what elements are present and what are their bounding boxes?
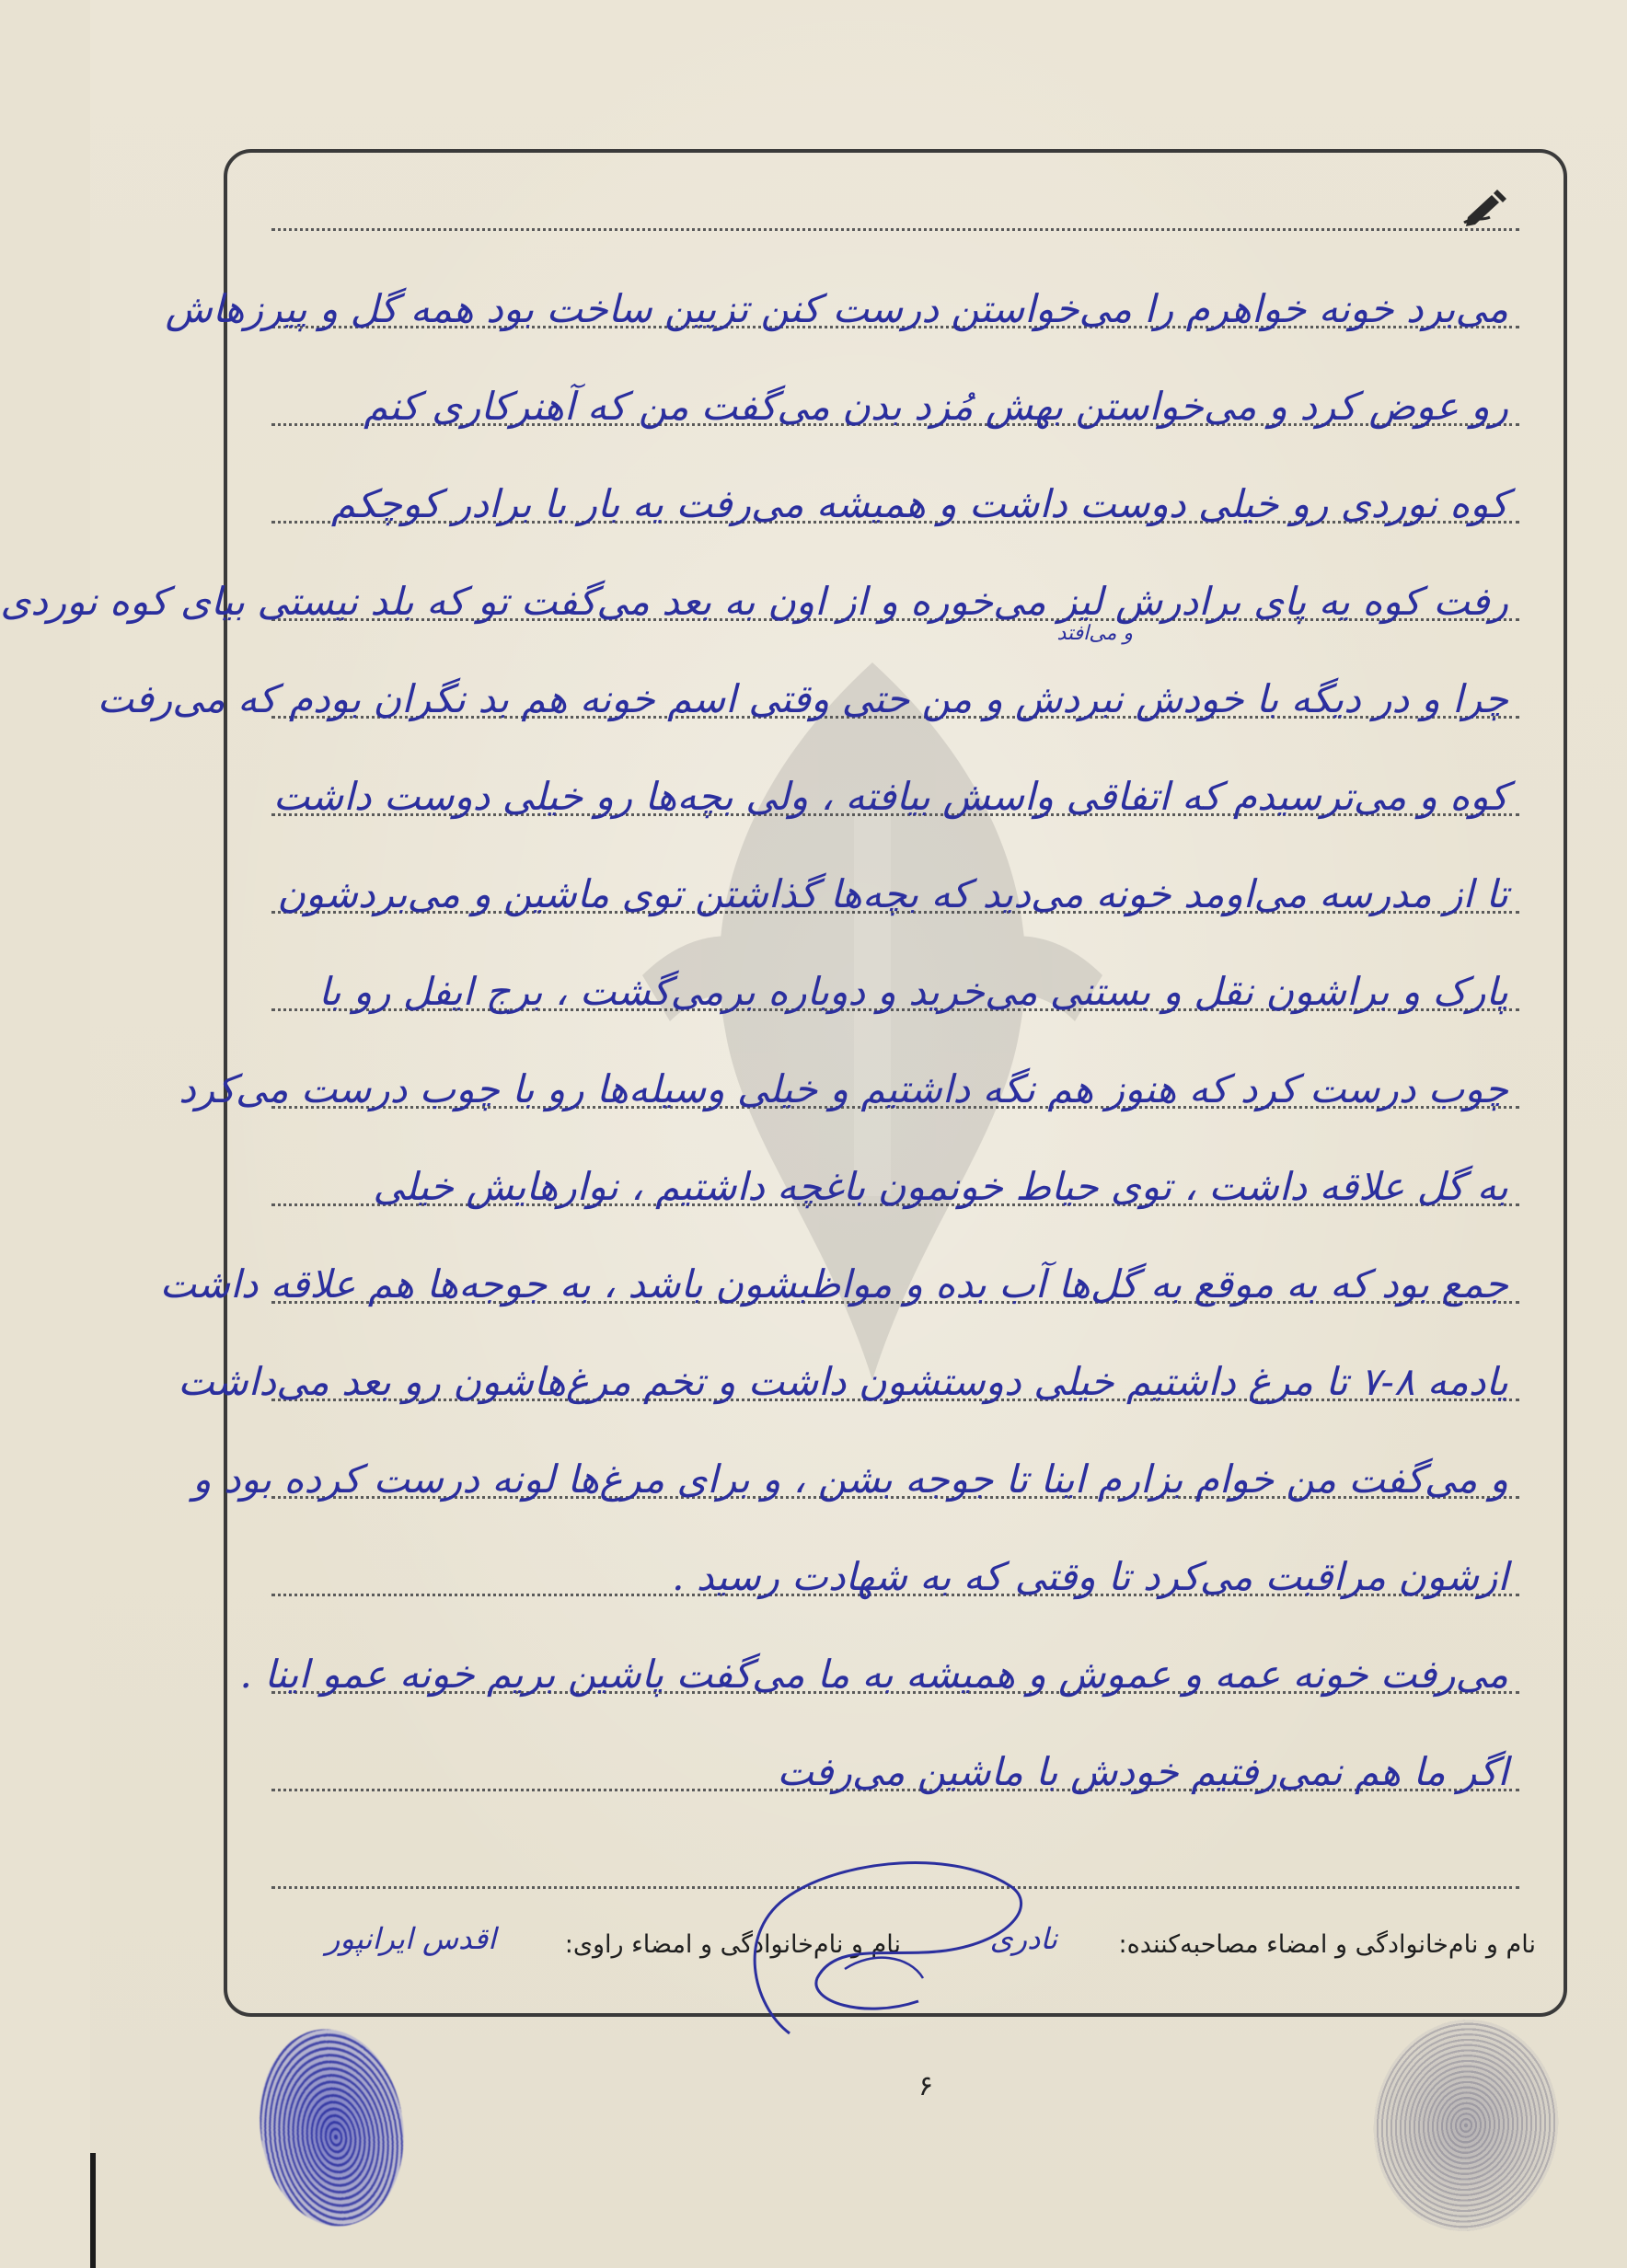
handwritten-line: تا از مدرسه می‌اومد خونه می‌دید که بچه‌ها گذاشتن توی ماشین و می‌بردشون (277, 871, 1508, 916)
signature-scribble (734, 1849, 1038, 2043)
handwritten-line: به گل علاقه داشت ، توی حیاط خونمون باغچه داشتیم ، نوارهایش خیلی (373, 1164, 1508, 1209)
interviewer-signature: نادری (989, 1921, 1057, 1956)
ruled-frame (0, 149, 1567, 2017)
handwritten-line: یادمه ۸-۷ تا مرغ داشتیم خیلی دوستشون داشت و تخم مرغ‌هاشون رو بعد می‌داشت (178, 1359, 1508, 1404)
handwritten-line: می‌رفت خونه عمه و عموش و همیشه به ما می‌گفت پاشین بریم خونه عمو اینا . (239, 1652, 1508, 1697)
handwritten-line: و می‌گفت من خوام بزارم اینا تا جوجه بشن ، و برای مرغ‌ها لونه درست کرده بود و (192, 1456, 1508, 1502)
handwritten-line: رو عوض کرد و می‌خواستن بهش مُزد بدن می‌گفت من که آهنرکاری کنم (363, 384, 1508, 429)
handwritten-line: چرا و در دیگه با خودش نبردش و من حتی وقتی اسم خونه هم بد نگران بودم که می‌رفت (97, 676, 1508, 721)
handwritten-line: کوه نوردی رو خیلی دوست داشت و همیشه می‌رفت یه بار با برادر کوچکم (330, 481, 1508, 526)
ruled-line (271, 228, 1519, 231)
interviewer-label: نام و نام‌خانوادگی و امضاء مصاحبه‌کننده: (1118, 1930, 1536, 1959)
handwritten-line: اگر ما هم نمی‌رفتیم خودش با ماشین می‌رفت (777, 1749, 1508, 1794)
ruled-lines (0, 153, 1519, 2013)
narrator-signature: اقدس ایرانپور (325, 1921, 496, 1956)
handwritten-line: رفت کوه یه پای برادرش لیز می‌خوره و از اون به بعد می‌گفت تو که بلد نیستی بیای کوه نوردی (0, 579, 1508, 624)
page-number: ۶ (918, 2070, 934, 2102)
handwritten-line: ازشون مراقبت می‌کرد تا وقتی که به شهادت رسید . (672, 1554, 1508, 1599)
handwritten-line: جمع بود که به موقع به گل‌ها آب بده و مواظبشون باشد ، به جوجه‌ها هم علاقه داشت (159, 1261, 1508, 1307)
handwritten-note: و می‌افتد (1056, 622, 1133, 645)
handwritten-line: کوه و می‌ترسیدم که اتفاقی واسش بیافته ، ولی بچه‌ها رو خیلی دوست داشت (272, 774, 1508, 819)
narrator-label: نام و نام‌خانوادگی و امضاء راوی: (564, 1930, 901, 1959)
handwritten-line: می‌برد خونه خواهرم را می‌خواستن درست کنن تزیین ساخت بود همه گل و پیرزهاش (165, 286, 1508, 331)
handwritten-line: پارک و براشون نقل و بستنی می‌خرید و دوباره برمی‌گشت ، برج ایفل رو با (318, 969, 1508, 1014)
handwritten-line: چوب درست کرد که هنوز هم نگه داشتیم و خیلی وسیله‌ها رو با چوب درست می‌کرد (179, 1066, 1508, 1111)
fingerprint-left (248, 2020, 416, 2235)
fingerprint-right (1364, 2010, 1569, 2240)
scan-edge (90, 2153, 96, 2268)
